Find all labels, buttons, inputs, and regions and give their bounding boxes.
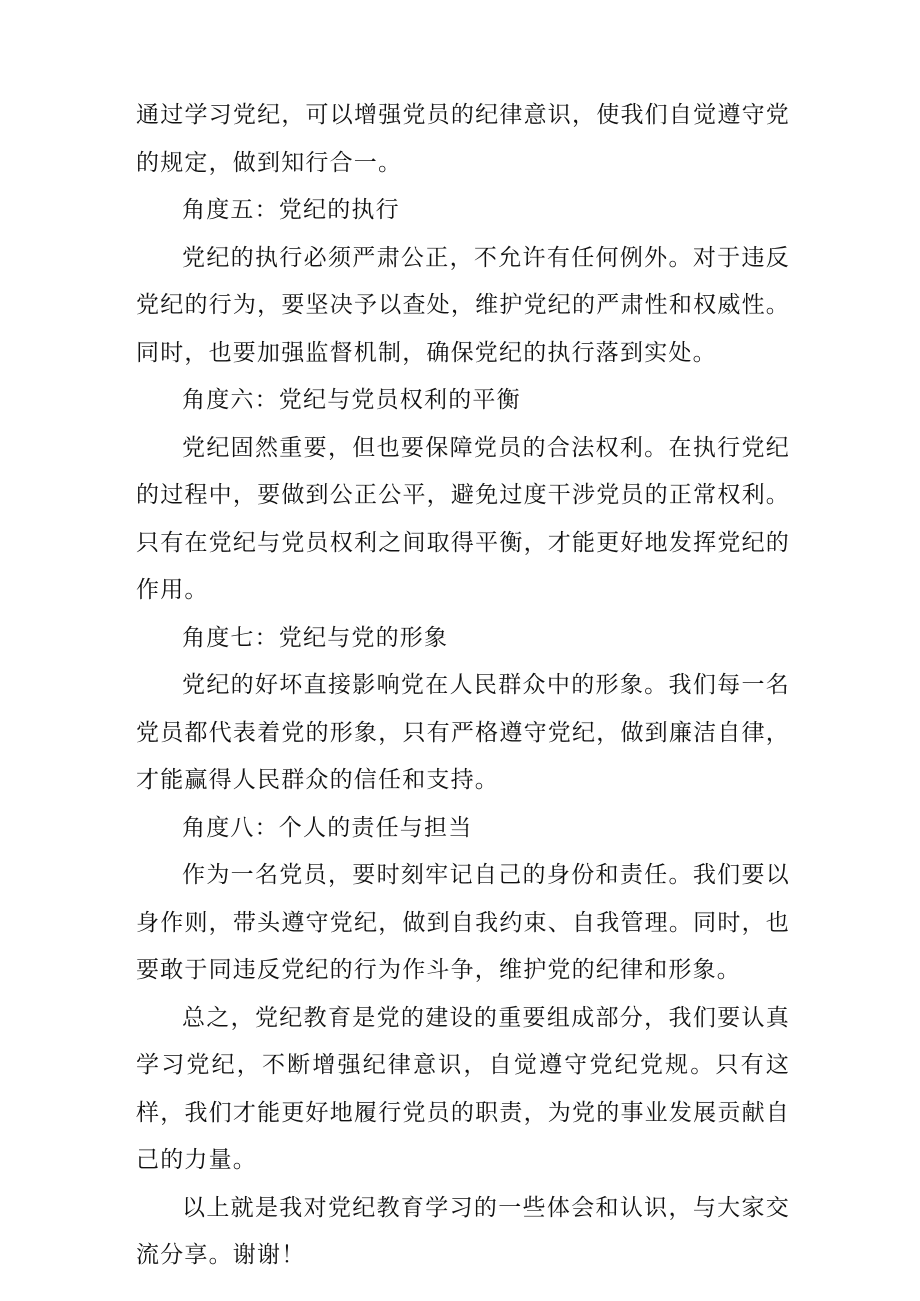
paragraph-closing: 以上就是我对党纪教育学习的一些体会和认识，与大家交流分享。谢谢！ [136, 1194, 790, 1268]
paragraph-intro-continuation: 通过学习党纪，可以增强党员的纪律意识，使我们自觉遵守党的规定，做到知行合一。 [136, 102, 790, 176]
paragraph-angle-five: 党纪的执行必须严肃公正，不允许有任何例外。对于违反党纪的行为，要坚决予以查处，维护党纪的严肃性和权威性。同时，也要加强监督机制，确保党纪的执行落到实处。 [136, 244, 790, 366]
paragraph-angle-eight: 作为一名党员，要时刻牢记自己的身份和责任。我们要以身作则，带头遵守党纪，做到自我约束、自我管理。同时，也要敢于同违反党纪的行为作斗争，维护党的纪律和形象。 [136, 862, 790, 983]
section-heading-angle-six: 角度六：党纪与党员权利的平衡 [182, 387, 521, 413]
document-page [136, 92, 790, 1280]
section-heading-angle-five: 角度五：党纪的执行 [182, 197, 400, 223]
section-heading-angle-eight: 角度八：个人的责任与担当 [182, 814, 473, 841]
paragraph-angle-six: 党纪固然重要，但也要保障党员的合法权利。在执行党纪的过程中，要做到公正公平，避免过度干涉党员的正常权利。只有在党纪与党员权利之间取得平衡，才能更好地发挥党纪的作用。 [136, 434, 790, 603]
section-heading-angle-seven: 角度七：党纪与党的形象 [182, 624, 449, 651]
paragraph-conclusion: 总之，党纪教育是党的建设的重要组成部分，我们要认真学习党纪，不断增强纪律意识，自觉遵守党纪党规。只有这样，我们才能更好地履行党员的职责，为党的事业发展贡献自己的力量。 [136, 1004, 790, 1173]
paragraph-angle-seven: 党纪的好坏直接影响党在人民群众中的形象。我们每一名党员都代表着党的形象，只有严格遵守党纪，做到廉洁自律，才能赢得人民群众的信任和支持。 [136, 672, 790, 793]
